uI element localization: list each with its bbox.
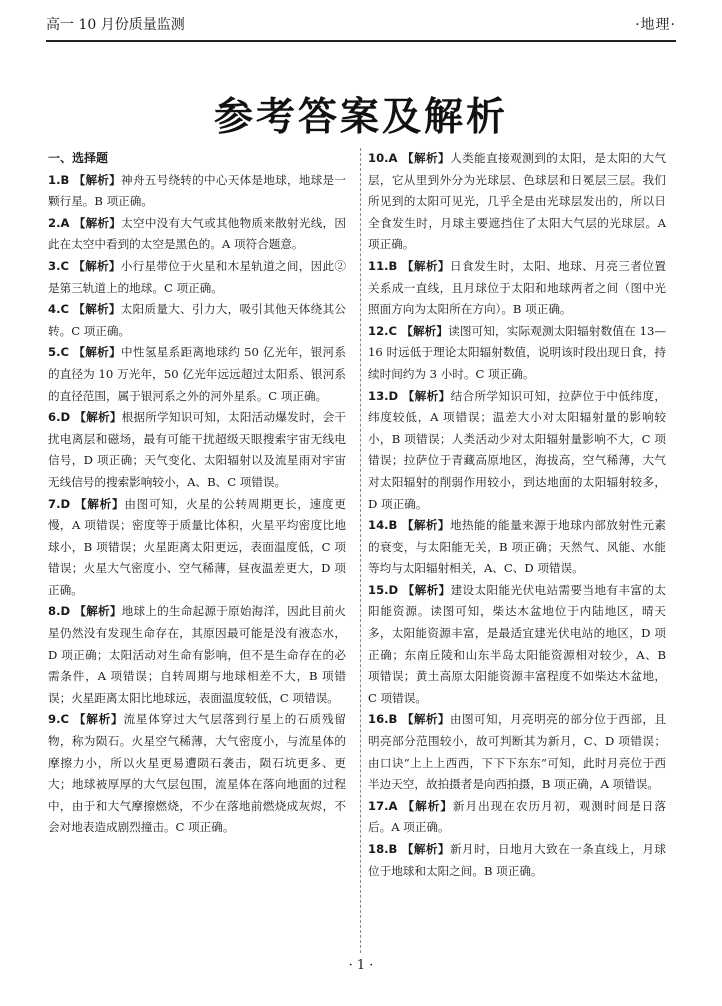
answer-head: 4.C 【解析】 [48, 302, 121, 317]
answer-head: 9.C 【解析】 [48, 712, 124, 727]
answer-head: 1.B 【解析】 [48, 172, 122, 187]
answer-text: 神舟五号绕转的中心天体是地球，地球是一颗行星。B 项正确。 [48, 172, 346, 209]
answer-item-16 [368, 709, 666, 795]
answer-head: 7.D 【解析】 [48, 496, 125, 511]
answer-text: 流星体穿过大气层落到行星上的石质残留物，称为陨石。火星空气稀薄，大气密度小，与流星体的摩擦力小，所以火星更易遭陨石袭击，陨石坑更多、更大；地球被厚厚的大气层包围，流星体在落向地面的过程中，由于和大气摩擦燃烧，不少在落地前燃烧成灰烬，不会对地表造成剧烈撞击。C 项正确。 [48, 712, 346, 835]
answer-item-11 [368, 256, 666, 321]
answer-text: 由图可知，月亮明亮的部分位于西部，且明亮部分范围较小，故可判断其为新月，C、D 项错误；由口诀“上上上西西，下下下东东”可知，此时月亮位于西半边天空，故拍摄者是向西拍摄，B 项正确，A 项错误。 [368, 712, 666, 792]
answer-head: 11.B 【解析】 [368, 258, 450, 273]
answer-text: 建设太阳能光伏电站需要当地有丰富的太阳能资源。读图可知，柴达木盆地位于内陆地区，晴天多，太阳能资源丰富，是最适宜建光伏电站的地区，D 项正确；东南丘陵和山东半岛太阳能资源相对较少，A、B 项错误；黄土高原太阳能资源丰富程度不如柴达木盆地，C 项错误。 [368, 582, 666, 705]
answer-head: 5.C 【解析】 [48, 345, 121, 360]
answer-head: 14.B 【解析】 [368, 518, 450, 533]
answer-head: 15.D 【解析】 [368, 582, 451, 597]
answer-text: 结合所学知识可知，拉萨位于中低纬度，纬度较低，A 项错误；温差大小对太阳辐射量的影响较小，B 项错误；人类活动少对太阳辐射量影响不大，C 项错误；拉萨位于青藏高原地区，海拔高，空气稀薄，大气对太阳辐射的削弱作用较小，到达地面的太阳辐射较多，D 项正确。 [368, 388, 666, 511]
column-divider [360, 148, 361, 953]
answer-head: 8.D 【解析】 [48, 604, 122, 619]
answer-item-12 [368, 321, 666, 386]
header-exam-title: 高一 10 月份质量监测 [46, 17, 185, 33]
answer-head: 10.A 【解析】 [368, 151, 451, 165]
answer-text: 读图可知，实际观测太阳辐射数值在 13—16 时远低于理论太阳辐射数值，说明该时段出现日食，持续时间约为 3 小时。C 项正确。 [368, 323, 666, 381]
answer-head: 17.A 【解析】 [368, 798, 453, 813]
answer-head: 2.A 【解析】 [48, 215, 122, 230]
answer-item-13 [368, 386, 666, 516]
answer-head: 13.D 【解析】 [368, 388, 451, 403]
answer-text: 地热能的能量来源于地球内部放射性元素的衰变，与太阳能无关，B 项正确；天然气、风能、水能等均与太阳辐射相关，A、C、D 项错误。 [368, 518, 666, 576]
answer-item-7 [48, 494, 346, 602]
answer-item-8 [48, 601, 346, 709]
answer-head: 12.C 【解析】 [368, 323, 449, 338]
answer-text: 新月出现在农历月初，观测时间是日落后。A 项正确。 [368, 798, 666, 835]
page-title: 参考答案及解析 [213, 95, 508, 140]
left-column [48, 148, 346, 839]
answer-text: 由图可知，火星的公转周期更长，速度更慢，A 项错误；密度等于质量比体积，火星平均密度比地球小，B 项错误；火星距离太阳更远，表面温度低，C 项错误；火星大气密度小、空气稀薄，昼夜温差更大，D 项正确。 [48, 496, 346, 597]
answer-head: 3.C 【解析】 [48, 258, 121, 273]
answer-item-4 [48, 299, 346, 342]
answer-item-6 [48, 407, 346, 493]
answer-text: 小行星带位于火星和木星轨道之间，因此②是第三轨道上的地球。C 项正确。 [48, 258, 346, 295]
page-header [46, 8, 676, 42]
answer-item-15 [368, 580, 666, 710]
answer-item-2 [48, 213, 346, 256]
page-number: · 1 · [348, 958, 374, 973]
answer-item-1 [48, 170, 346, 213]
answer-item-3 [48, 256, 346, 299]
answer-head: 18.B 【解析】 [368, 842, 450, 856]
answer-text: 新月时，日地月大致在一条直线上，月球位于地球和太阳之间。B 项正确。 [368, 842, 666, 878]
right-column [368, 148, 666, 882]
answer-text: 地球上的生命起源于原始海洋，因此目前火星仍然没有发现生命存在，其原因最可能是没有液态水，D 项正确；太阳活动对生命有影响，但不是生命存在的必需条件，A 项错误；自转周期与地球相差不大，B 项错误；火星距离太阳比地球远，表面温度较低，C 项错误。 [48, 604, 346, 705]
answer-text: 太空中没有大气或其他物质来散射光线，因此在太空中看到的太空是黑色的。A 项符合题意。 [48, 215, 346, 252]
answer-text: 太阳质量大、引力大，吸引其他天体绕其公转。C 项正确。 [48, 302, 346, 338]
answer-text: 人类能直接观测到的太阳，是太阳的大气层，它从里到外分为光球层、色球层和日冕层三层。我们所见到的太阳可见光，几乎全是由光球层发出的，所以日全食发生时，月球主要遮挡住了太阳大气层的光球层。A 项正确。 [368, 151, 666, 252]
answer-text: 日食发生时，太阳、地球、月亮三者位置关系成一直线，且月球位于太阳和地球两者之间（图中光照面方向为太阳所在方向）。B 项正确。 [368, 258, 666, 317]
answer-text: 中性氢星系距离地球约 50 亿光年，银河系的直径为 10 万光年，50 亿光年远远超过太阳系、银河系的直径范围，属于银河系之外的河外星系。C 项正确。 [48, 345, 346, 403]
answer-item-5 [48, 342, 346, 407]
section-heading: 一、选择题 [48, 151, 109, 165]
answer-text: 根据所学知识可知，太阳活动爆发时，会干扰电离层和磁场，最有可能干扰超级天眼搜索宇宙无线电信号，D 项正确；天气变化、太阳辐射以及流星雨对宇宙无线信号的搜索影响较小，A、B、C 项错误。 [48, 410, 346, 489]
answer-head: 16.B 【解析】 [368, 712, 450, 727]
answer-head: 6.D 【解析】 [48, 410, 122, 425]
header-subject: ·地理· [635, 17, 676, 33]
answer-item-18 [368, 839, 666, 882]
answer-item-17 [368, 796, 666, 839]
answer-item-10 [368, 148, 666, 256]
answer-item-14 [368, 515, 666, 580]
answer-item-9 [48, 709, 346, 839]
